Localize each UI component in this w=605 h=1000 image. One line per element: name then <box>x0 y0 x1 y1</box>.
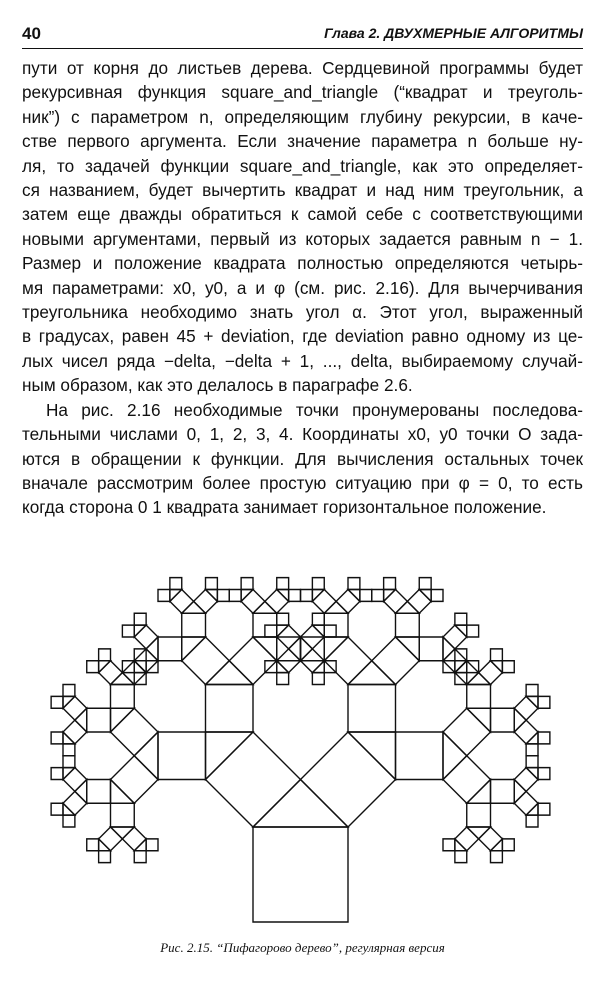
tree-triangle <box>312 625 324 637</box>
tree-square <box>63 815 75 827</box>
text-line: затем еще дважды обратиться к самой себе с соответствующими <box>22 204 583 225</box>
tree-square <box>455 613 467 625</box>
tree-shapes <box>51 578 550 922</box>
tree-square <box>443 708 491 756</box>
tree-triangle <box>99 839 111 851</box>
tree-square <box>502 661 514 673</box>
tree-square <box>51 768 63 780</box>
running-head: Глава 2. ДВУХМЕРНЫЕ АЛГОРИТМЫ <box>324 25 583 41</box>
tree-square <box>407 590 431 614</box>
tree-triangle <box>277 625 289 637</box>
tree-triangle <box>75 708 87 732</box>
tree-square <box>63 791 87 815</box>
tree-square <box>324 625 336 637</box>
tree-square <box>443 625 467 649</box>
tree-square <box>134 851 146 863</box>
tree-square <box>312 578 324 590</box>
tree-square <box>467 625 479 637</box>
tree-triangle <box>526 696 538 708</box>
tree-square <box>479 827 503 851</box>
tree-square <box>170 578 182 590</box>
tree-triangle <box>514 708 526 732</box>
tree-square <box>538 732 550 744</box>
tree-square <box>265 590 289 614</box>
tree-triangle <box>301 637 313 661</box>
tree-triangle <box>467 708 491 732</box>
tree-triangle <box>63 803 75 815</box>
tree-square <box>241 590 265 614</box>
tree-square <box>277 673 289 685</box>
tree-square <box>491 649 503 661</box>
tree-square <box>194 590 218 614</box>
page-number: 40 <box>22 24 41 43</box>
tree-triangle <box>253 637 277 661</box>
tree-triangle <box>134 625 146 637</box>
tree-triangle <box>491 839 503 851</box>
tree-triangle <box>443 637 455 661</box>
text-line: мя параметрами: x0, y0, a и φ (см. рис. 2.16). Для вычерчивания <box>22 277 583 298</box>
tree-square <box>217 590 229 602</box>
tree-square <box>538 696 550 708</box>
tree-triangle <box>455 625 467 637</box>
tree-square <box>526 744 538 756</box>
tree-triangle <box>241 590 253 602</box>
tree-triangle <box>419 590 431 602</box>
tree-square <box>122 827 146 851</box>
tree-triangle <box>63 732 75 744</box>
tree-square <box>51 696 63 708</box>
tree-triangle <box>75 780 87 804</box>
tree-square <box>206 732 301 827</box>
tree-square <box>253 827 348 922</box>
tree-square <box>348 685 396 733</box>
tree-square <box>277 613 289 625</box>
tree-square <box>158 590 170 602</box>
tree-square <box>158 732 206 780</box>
tree-square <box>372 590 384 602</box>
text-line: вначале рассмотрим более простую ситуацию при φ = 0, то есть <box>22 472 583 493</box>
tree-triangle <box>467 827 491 839</box>
tree-triangle <box>348 732 396 780</box>
tree-triangle <box>253 601 277 613</box>
tree-triangle <box>324 637 348 661</box>
tree-square <box>87 780 111 804</box>
tree-triangle <box>455 661 467 673</box>
tree-square <box>514 768 538 792</box>
tree-triangle <box>526 803 538 815</box>
text-line: новыми аргументами, первый из которых задается равным n − 1. <box>22 228 583 249</box>
tree-square <box>63 696 87 720</box>
tree-triangle <box>514 780 526 804</box>
tree-square <box>301 590 313 602</box>
tree-square <box>502 839 514 851</box>
tree-square <box>312 590 336 614</box>
tree-square <box>419 637 443 661</box>
tree-square <box>538 768 550 780</box>
tree-triangle <box>491 661 503 673</box>
tree-square <box>63 685 75 697</box>
tree-triangle <box>467 673 491 685</box>
tree-square <box>87 661 99 673</box>
text-line: ник”) с параметром n, определяющим глубину рекурсии, в каче- <box>22 106 583 127</box>
tree-square <box>134 625 158 649</box>
pythagoras-tree-figure <box>0 512 605 932</box>
tree-square <box>360 590 372 602</box>
tree-square <box>63 756 75 768</box>
tree-square <box>384 590 408 614</box>
text-line: На рис. 2.16 необходимые точки пронумерованы последова- <box>46 399 583 420</box>
tree-triangle <box>111 827 135 839</box>
tree-square <box>63 744 75 756</box>
tree-triangle <box>253 780 348 828</box>
tree-square <box>99 661 123 685</box>
tree-square <box>182 637 230 685</box>
tree-triangle <box>312 590 324 602</box>
page-header <box>22 22 583 49</box>
tree-triangle <box>467 780 491 804</box>
tree-triangle <box>289 637 301 661</box>
tree-square <box>514 720 538 744</box>
tree-square <box>514 696 538 720</box>
text-line: Размер и положение квадрата полностью определяются четырь- <box>22 253 583 274</box>
tree-square <box>63 720 87 744</box>
tree-triangle <box>455 839 467 851</box>
tree-square <box>229 590 241 602</box>
tree-square <box>455 827 479 851</box>
tree-square <box>111 708 159 756</box>
tree-triangle <box>170 590 182 602</box>
tree-triangle <box>146 637 158 661</box>
tree-triangle <box>111 780 135 804</box>
tree-square <box>206 685 254 733</box>
text-line: ся названием, будет вычертить квадрат и над ним треугольник, а <box>22 180 583 201</box>
text-line: пути от корня до листьев дерева. Сердцевиной программы будет <box>22 58 583 78</box>
tree-square <box>443 839 455 851</box>
tree-square <box>87 708 111 732</box>
tree-square <box>526 815 538 827</box>
tree-square <box>431 590 443 602</box>
tree-triangle <box>526 768 538 780</box>
tree-square <box>372 637 420 685</box>
tree-square <box>51 803 63 815</box>
text-line: когда сторона 0 1 квадрата занимает горизонтальное положение. <box>22 497 547 518</box>
tree-triangle <box>396 637 420 661</box>
text-line: ля, то задачей функции square_and_triangle, как это определяет- <box>22 155 583 176</box>
tree-square <box>396 613 420 637</box>
tree-triangle <box>111 708 135 732</box>
tree-triangle <box>312 661 324 673</box>
tree-triangle <box>206 661 254 685</box>
tree-square <box>312 673 324 685</box>
tree-square <box>146 839 158 851</box>
tree-square <box>87 839 99 851</box>
tree-square <box>526 685 538 697</box>
tree-square <box>479 661 503 685</box>
tree-square <box>526 756 538 768</box>
tree-triangle <box>134 839 146 851</box>
tree-triangle <box>111 673 135 685</box>
tree-triangle <box>526 732 538 744</box>
tree-triangle <box>324 601 348 613</box>
tree-triangle <box>134 732 158 780</box>
tree-square <box>289 590 301 602</box>
tree-square <box>51 732 63 744</box>
text-line: лых чисел ряда −delta, −delta + 1, ..., delta, выбираемому случай- <box>22 350 583 371</box>
tree-square <box>336 590 360 614</box>
tree-square <box>538 803 550 815</box>
tree-square <box>99 851 111 863</box>
tree-square <box>63 768 87 792</box>
text-line: в градусах, равен 45 + deviation, где deviation равно одному из це- <box>22 326 583 347</box>
tree-square <box>301 732 396 827</box>
tree-square <box>134 613 146 625</box>
tree-triangle <box>63 696 75 708</box>
tree-triangle <box>182 637 206 661</box>
text-line: тельными числами 0, 1, 2, 3, 4. Координаты x0, y0 точки O зада- <box>22 424 583 445</box>
text-line: ным образом, как это делалось в параграфе 2.6. <box>22 375 413 396</box>
tree-triangle <box>277 590 289 602</box>
body-text <box>22 56 583 520</box>
tree-square <box>182 613 206 637</box>
tree-square <box>122 625 134 637</box>
tree-square <box>348 578 360 590</box>
tree-triangle <box>99 661 111 673</box>
tree-square <box>467 803 491 827</box>
tree-square <box>491 851 503 863</box>
tree-triangle <box>396 601 420 613</box>
tree-square <box>419 578 431 590</box>
tree-triangle <box>63 768 75 780</box>
tree-square <box>265 625 277 637</box>
tree-triangle <box>206 732 254 780</box>
tree-square <box>99 649 111 661</box>
tree-square <box>111 756 159 804</box>
tree-square <box>396 732 444 780</box>
tree-triangle <box>348 590 360 602</box>
tree-square <box>99 827 123 851</box>
tree-square <box>158 637 182 661</box>
text-line: ются в обращении к функции. Для вычисления остальных точек <box>22 448 583 469</box>
tree-square <box>443 756 491 804</box>
tree-square <box>241 578 253 590</box>
paragraph-2 <box>22 398 583 520</box>
tree-square <box>170 590 194 614</box>
tree-square <box>491 780 515 804</box>
tree-triangle <box>348 661 396 685</box>
tree-square <box>384 578 396 590</box>
text-line: рекурсивная функция square_and_triangle (“квадрат и треуголь- <box>22 82 583 103</box>
tree-square <box>312 613 324 625</box>
tree-square <box>206 578 218 590</box>
text-line: стве первого аргумента. Если значение параметра n больше ну- <box>22 131 583 152</box>
tree-square <box>111 685 135 709</box>
tree-triangle <box>134 661 146 673</box>
tree-square <box>514 791 538 815</box>
tree-triangle <box>277 661 289 673</box>
tree-triangle <box>443 732 467 780</box>
tree-square <box>467 685 491 709</box>
tree-square <box>111 803 135 827</box>
figure-caption: Рис. 2.15. “Пифагорово дерево”, регулярная версия <box>160 940 445 955</box>
tree-triangle <box>182 601 206 613</box>
text-line: треугольника необходимо знать угол α. Этот угол, выраженный <box>22 302 583 323</box>
tree-triangle <box>384 590 396 602</box>
paragraph-1 <box>22 56 583 398</box>
tree-square <box>491 708 515 732</box>
tree-square <box>455 851 467 863</box>
tree-triangle <box>206 590 218 602</box>
tree-square <box>277 578 289 590</box>
